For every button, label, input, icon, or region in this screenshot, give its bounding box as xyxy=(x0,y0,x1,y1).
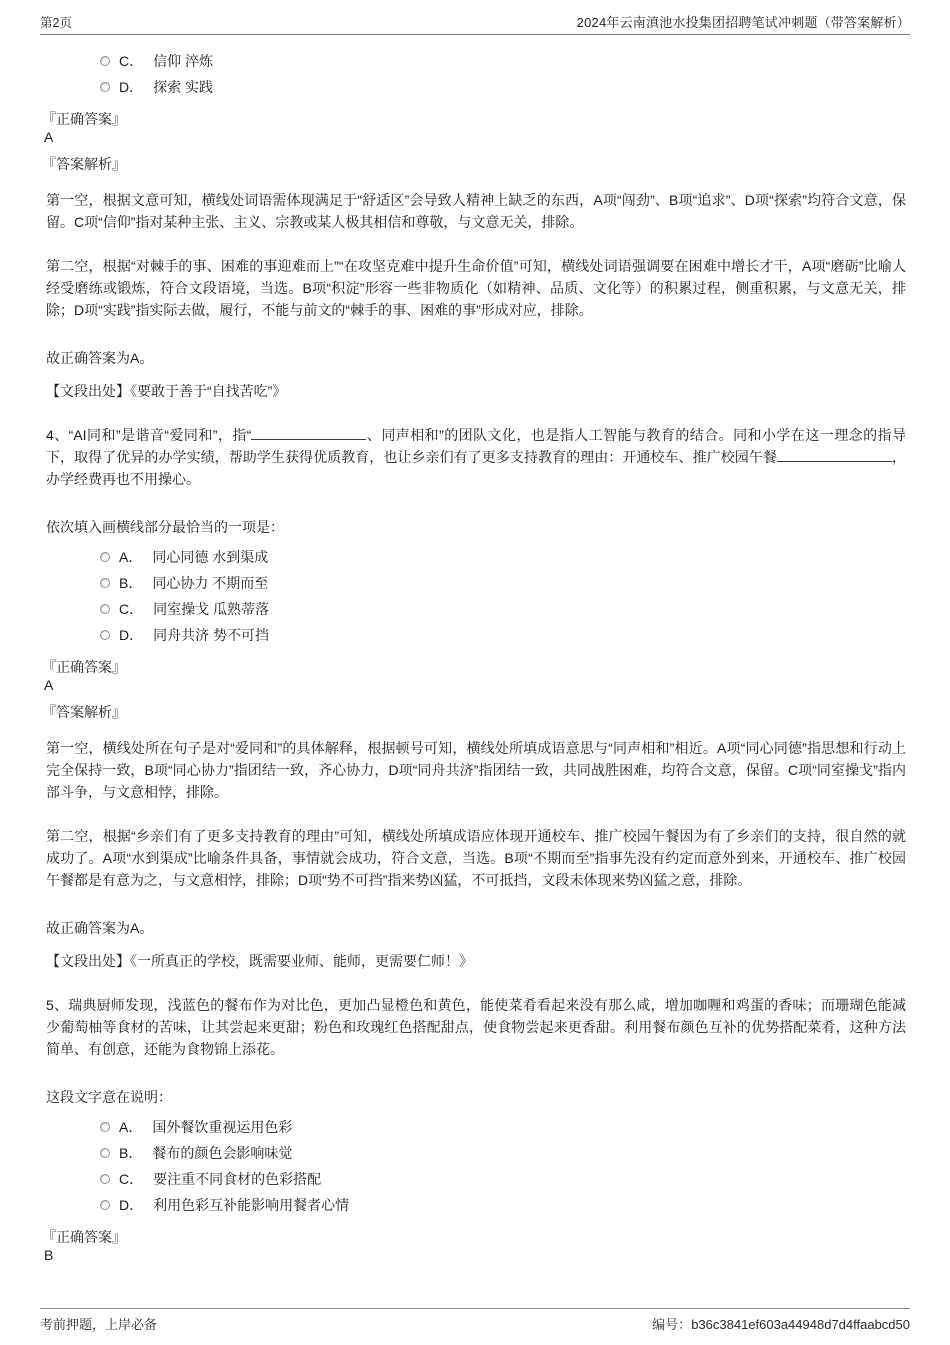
q4-blank-2 xyxy=(777,449,892,462)
radio-button[interactable] xyxy=(100,1122,110,1132)
q4-option-a[interactable] xyxy=(46,544,906,570)
page-content xyxy=(42,42,907,1264)
page-number: 第2页 xyxy=(40,16,72,30)
option-letter: D． xyxy=(119,79,144,95)
q3-option-c[interactable] xyxy=(46,48,906,74)
q5-answer-block xyxy=(42,1228,906,1264)
radio-button[interactable] xyxy=(100,56,110,66)
option-text: 要注重不同食材的色彩搭配 xyxy=(153,1171,322,1187)
doc-id-label: 编号： xyxy=(652,1317,692,1332)
option-text: 信仰 淬炼 xyxy=(153,53,214,69)
q4-analysis-paragraph-2: 第二空，根据“乡亲们有了更多支持教育的理由”可知，横线处所填成语应体现开通校车、推广校园午餐因为有了乡亲们的支持，很自然的就成功了。A项“水到渠成”比喻条件具备，事情就会成功，符合文意，当选。B项“不期而至”指事先没有约定而意外到来，开通校车、推广校园午餐都是有意为之，与文意相悖，排除；D项“势不可挡”指来势凶猛，不可抵挡，文段未体现来势凶猛之意，排除。 xyxy=(46,828,906,888)
q4-option-b[interactable] xyxy=(46,570,906,596)
q4-stem-part3: ，办学经费再也不用操心。 xyxy=(46,449,907,487)
radio-button[interactable] xyxy=(100,1174,110,1184)
document-title: 2024年云南滇池水投集团招聘笔试冲刺题（带答案解析） xyxy=(576,15,910,30)
q3-options xyxy=(46,48,906,100)
q4-stem-part1: 4、“AI同和”是谐音“爱同和”，指“ xyxy=(46,427,252,443)
q4-stem-part2: 、同声相和”的团队文化，也是指人工智能与教育的结合。同和小学在这一理念的指导下，取得了优异的办学实绩，帮助学生获得优质教育，也让乡亲们有了更多支持教育的理由：开通校车、推广校园午餐 xyxy=(46,427,906,465)
q4-option-c[interactable] xyxy=(46,596,906,622)
q3-answer-letter: A xyxy=(44,129,54,145)
option-letter: C． xyxy=(119,53,144,69)
q3-source: 【文段出处】《要敢于善于“自找苦吃”》 xyxy=(46,383,287,399)
option-letter: B． xyxy=(119,575,143,591)
doc-id-value: b36c3841ef603a44948d7d4ffaabcd50 xyxy=(691,1317,910,1332)
q5-answer-letter: B xyxy=(44,1247,54,1263)
q3-analysis-paragraph-2: 第二空，根据“对棘手的事、困难的事迎难而上”“在攻坚克难中提升生命价值”可知，横线处词语强调要在困难中增长才干，A项“磨砺”比喻人经受磨练或锻炼，符合文段语境，当选。B项“积淀”形容一些非物质化（如精神、品质、文化等）的积累过程，侧重积累，与文意无关，排除；D项“实践”指实际去做，履行，不能与前文的“棘手的事、困难的事”形成对应，排除。 xyxy=(46,258,906,318)
q5-prompt: 这段文字意在说明： xyxy=(46,1089,172,1105)
option-letter: D． xyxy=(119,627,144,643)
answer-analysis-label: 『答案解析』 xyxy=(42,156,126,172)
q4-options xyxy=(46,544,906,648)
page-header xyxy=(40,12,910,35)
q5-stem: 5、瑞典厨师发现，浅蓝色的餐布作为对比色，更加凸显橙色和黄色，能使菜肴看起来没有那么咸，增加咖喱和鸡蛋的香味；而珊瑚色能减少葡萄柚等食材的苦味，让其尝起来更甜；粉色和玫瑰红色搭配甜点，使食物尝起来更香甜。利用餐布颜色互补的优势搭配菜肴，这种方法简单、有创意，还能为食物锦上添花。 xyxy=(46,997,906,1057)
option-text: 利用色彩互补能影响用餐者心情 xyxy=(153,1197,350,1213)
radio-button[interactable] xyxy=(100,82,110,92)
q4-answer-block xyxy=(42,658,906,721)
option-letter: C． xyxy=(119,601,144,617)
option-text: 同室操戈 瓜熟蒂落 xyxy=(153,601,270,617)
option-letter: B． xyxy=(119,1145,143,1161)
correct-answer-label: 『正确答案』 xyxy=(42,1229,126,1245)
radio-button[interactable] xyxy=(100,630,110,640)
q4-option-d[interactable] xyxy=(46,622,906,648)
q3-analysis-paragraph-1: 第一空，根据文意可知，横线处词语需体现满足于“舒适区”会导致人精神上缺乏的东西，A项“闯劲”、B项“追求”、D项“探索”均符合文意，保留。C项“信仰”指对某种主张、主义、宗教或某人极其相信和尊敬，与文意无关，排除。 xyxy=(46,192,906,230)
q3-conclusion: 故正确答案为A。 xyxy=(46,350,154,366)
q3-option-d[interactable] xyxy=(46,74,906,100)
radio-button[interactable] xyxy=(100,1148,110,1158)
option-text: 同舟共济 势不可挡 xyxy=(153,627,270,643)
q4-blank-1 xyxy=(251,427,366,440)
option-text: 同心同德 水到渠成 xyxy=(152,549,269,565)
q4-prompt: 依次填入画横线部分最恰当的一项是： xyxy=(46,519,284,535)
footer-slogan: 考前押题，上岸必备 xyxy=(40,1317,158,1332)
q4-answer-letter: A xyxy=(44,677,54,693)
radio-button[interactable] xyxy=(100,604,110,614)
option-text: 国外餐饮重视运用色彩 xyxy=(152,1119,293,1135)
q5-option-c[interactable] xyxy=(46,1166,906,1192)
radio-button[interactable] xyxy=(100,578,110,588)
option-text: 餐布的颜色会影响味觉 xyxy=(152,1145,293,1161)
radio-button[interactable] xyxy=(100,552,110,562)
page-footer xyxy=(40,1308,910,1333)
q5-option-d[interactable] xyxy=(46,1192,906,1218)
q4-conclusion: 故正确答案为A。 xyxy=(46,920,154,936)
option-letter: A． xyxy=(119,1119,143,1135)
option-letter: C． xyxy=(119,1171,144,1187)
q5-option-b[interactable] xyxy=(46,1140,906,1166)
q4-stem xyxy=(46,424,906,490)
q4-analysis-paragraph-1: 第一空，横线处所在句子是对“爱同和”的具体解释，根据顿号可知，横线处所填成语意思与“同声相和”相近。A项“同心同德”指思想和行动上完全保持一致，B项“同心协力”指团结一致，齐心协力，D项“同舟共济”指团结一致，共同战胜困难，均符合文意，保留。C项“同室操戈”指内部斗争，与文意相悖，排除。 xyxy=(46,740,906,800)
correct-answer-label: 『正确答案』 xyxy=(42,659,126,675)
option-letter: D． xyxy=(119,1197,144,1213)
option-letter: A． xyxy=(119,549,143,565)
q4-source: 【文段出处】《一所真正的学校，既需要业师、能师，更需要仁师！》 xyxy=(46,953,473,969)
correct-answer-label: 『正确答案』 xyxy=(42,111,126,127)
footer-document-id xyxy=(652,1314,910,1333)
radio-button[interactable] xyxy=(100,1200,110,1210)
q5-option-a[interactable] xyxy=(46,1114,906,1140)
q5-options xyxy=(46,1114,906,1218)
q3-answer-block xyxy=(42,110,906,173)
option-text: 探索 实践 xyxy=(153,79,214,95)
option-text: 同心协力 不期而至 xyxy=(152,575,269,591)
answer-analysis-label: 『答案解析』 xyxy=(42,704,126,720)
